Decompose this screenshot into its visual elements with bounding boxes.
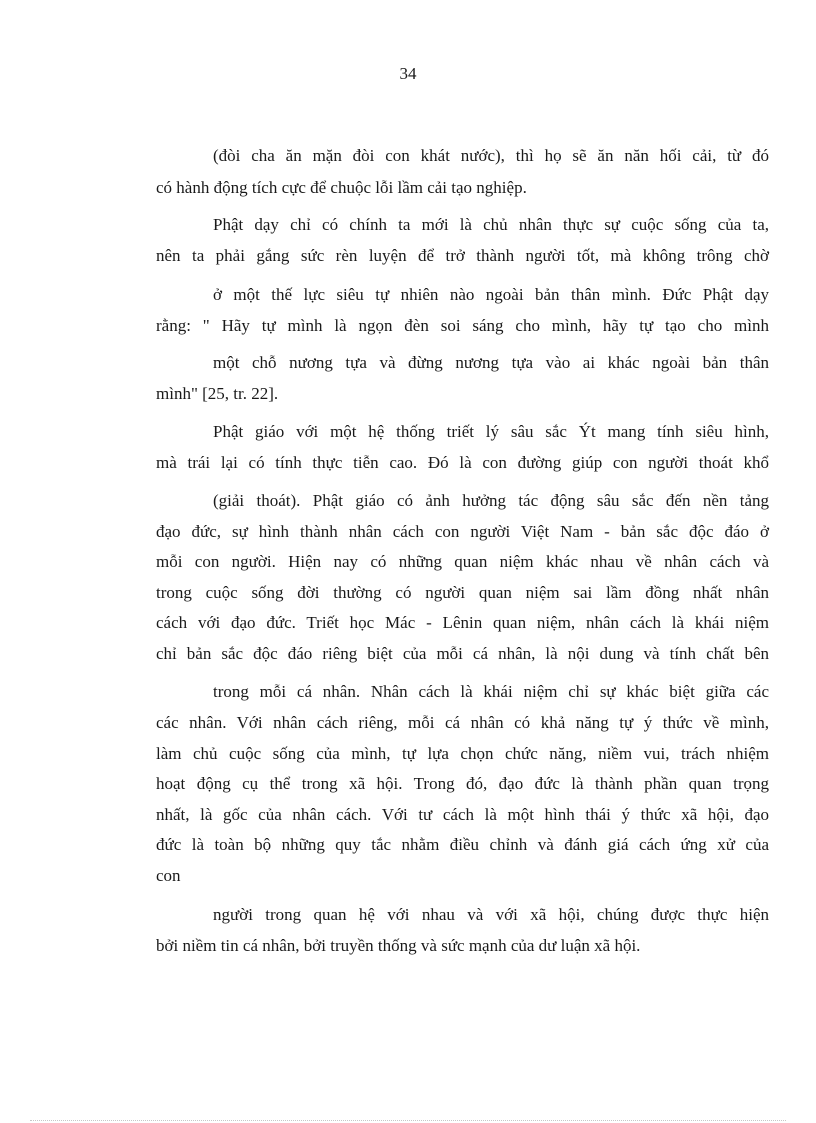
text-line: hoạt động cụ thể trong xã hội. Trong đó, đạo đức là thành phần quan trọng [156, 774, 769, 793]
text-line: các nhân. Với nhân cách riêng, mỗi cá nhân có khả năng tự ý thức về mình, [156, 713, 769, 732]
text-line: chỉ bản sắc độc đáo riêng biệt của mỗi cá nhân, là nội dung và tính chất bên [156, 644, 769, 663]
text-line: mình" [25, tr. 22]. [156, 384, 279, 403]
text-line: người trong quan hệ với nhau và với xã hội, chúng được thực hiện [213, 905, 769, 924]
text-line: trong cuộc sống đời thường có người quan niệm sai lầm đồng nhất nhân [156, 583, 769, 602]
text-line: ở một thế lực siêu tự nhiên nào ngoài bản thân mình. Đức Phật dạy [213, 285, 769, 304]
text-line: nên ta phải gắng sức rèn luyện để trở thành người tốt, mà không trông chờ [156, 246, 769, 265]
page-bottom-divider [30, 1120, 786, 1121]
text-line: đức là toàn bộ những quy tắc nhằm điều chỉnh và đánh giá cách ứng xử của [156, 835, 769, 854]
text-line: có hành động tích cực để chuộc lỗi lầm cải tạo nghiệp. [156, 178, 527, 197]
text-line: Phật dạy chỉ có chính ta mới là chủ nhân thực sự cuộc sống của ta, [213, 215, 769, 234]
text-line: trong mỗi cá nhân. Nhân cách là khái niệm chỉ sự khác biệt giữa các [213, 682, 769, 701]
text-line: Phật giáo với một hệ thống triết lý sâu sắc Ýt mang tính siêu hình, [213, 422, 769, 441]
page-number: 34 [399, 64, 417, 83]
text-line: rằng: " Hãy tự mình là ngọn đèn soi sáng cho mình, hãy tự tạo cho mình [156, 316, 769, 335]
text-line: nhất, là gốc của nhân cách. Với tư cách là một hình thái ý thức xã hội, đạo [156, 805, 769, 824]
text-line: (giải thoát). Phật giáo có ảnh hưởng tác động sâu sắc đến nền tảng [213, 491, 769, 510]
text-line: làm chủ cuộc sống của mình, tự lựa chọn chức năng, niềm vui, trách nhiệm [156, 744, 769, 763]
text-line: bởi niềm tin cá nhân, bởi truyền thống và sức mạnh của dư luận xã hội. [156, 936, 641, 955]
text-line: một chỗ nương tựa và đừng nương tựa vào ai khác ngoài bản thân [213, 353, 769, 372]
text-line: (đòi cha ăn mặn đòi con khát nước), thì họ sẽ ăn năn hối cải, từ đó [213, 146, 769, 165]
text-line: đạo đức, sự hình thành nhân cách con người Việt Nam - bản sắc độc đáo ở [156, 522, 769, 541]
text-line: cách với đạo đức. Triết học Mác - Lênin quan niệm, nhân cách là khái niệm [156, 613, 769, 632]
text-line: con [156, 866, 181, 885]
text-line: mà trái lại có tính thực tiễn cao. Đó là con đường giúp con người thoát khổ [156, 453, 769, 472]
text-line: mỗi con người. Hiện nay có những quan niệm khác nhau về nhân cách và [156, 552, 769, 571]
